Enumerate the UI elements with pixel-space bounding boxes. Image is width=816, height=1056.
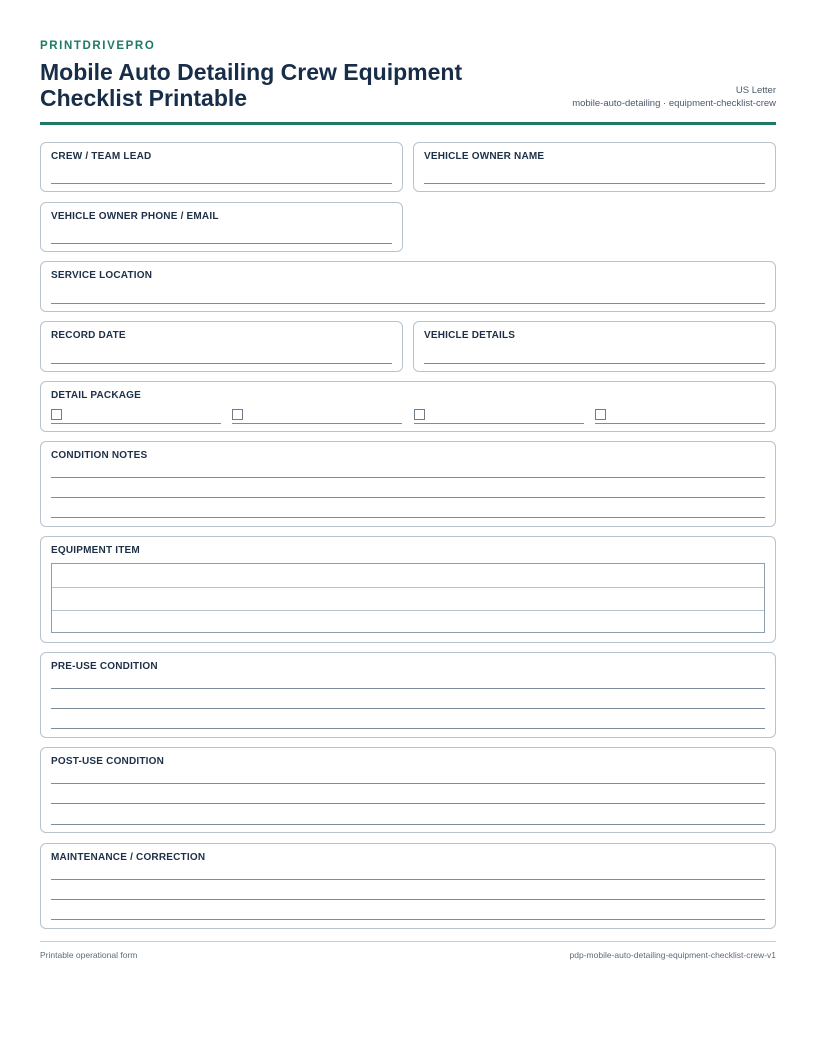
table-row-divider [52,610,764,611]
equipment-item-label: EQUIPMENT ITEM [51,545,140,556]
footer-description: Printable operational form [40,950,138,960]
crew-team-lead-field[interactable] [40,142,403,192]
table-row-divider [52,587,764,588]
post-use-condition-label: POST-USE CONDITION [51,756,165,767]
footer-divider [40,941,776,942]
service-location-field[interactable] [40,261,776,312]
vehicle-details-field[interactable] [413,321,776,372]
record-date-write-line[interactable] [51,363,392,364]
pre-use-condition-label: PRE-USE CONDITION [51,661,158,672]
brand-name: PRINTDRIVEPRO [40,40,156,52]
paper-size: US Letter [735,85,776,96]
post-use-condition-line-3[interactable] [51,824,765,825]
page-meta [572,84,776,110]
form-id: pdp-mobile-auto-detailing-equipment-checklist-crew-v1 [569,950,776,960]
vehicle-details-label: VEHICLE DETAILS [424,330,516,341]
post-use-condition-line-2[interactable] [51,803,765,804]
condition-notes-line-1[interactable] [51,477,765,478]
vehicle-owner-name-label: VEHICLE OWNER NAME [424,151,545,162]
detail-package-label: DETAIL PACKAGE [51,390,142,401]
crew-team-lead-label: CREW / TEAM LEAD [51,151,152,162]
maintenance-correction-line-1[interactable] [51,879,765,880]
service-location-label: SERVICE LOCATION [51,270,153,281]
checkbox[interactable] [232,409,243,420]
service-location-write-line[interactable] [51,303,765,304]
pre-use-condition-field[interactable] [40,652,776,738]
maintenance-correction-line-2[interactable] [51,899,765,900]
detail-package-option-2[interactable] [232,409,402,423]
maintenance-correction-field[interactable] [40,843,776,929]
detail-package-field [40,381,776,432]
post-use-condition-line-1[interactable] [51,783,765,784]
pre-use-condition-line-3[interactable] [51,728,765,729]
vehicle-details-write-line[interactable] [424,363,765,364]
vehicle-owner-contact-field[interactable] [40,202,403,252]
form-slug: mobile-auto-detailing · equipment-checklist-crew [572,98,776,109]
vehicle-owner-name-field[interactable] [413,142,776,192]
vehicle-owner-contact-label: VEHICLE OWNER PHONE / EMAIL [51,211,219,222]
checkbox[interactable] [595,409,606,420]
post-use-condition-field[interactable] [40,747,776,833]
condition-notes-line-3[interactable] [51,517,765,518]
option-write-line[interactable] [51,423,221,424]
crew-team-lead-write-line[interactable] [51,183,392,184]
vehicle-owner-contact-write-line[interactable] [51,243,392,244]
record-date-label: RECORD DATE [51,330,126,341]
option-write-line[interactable] [595,423,765,424]
condition-notes-line-2[interactable] [51,497,765,498]
vehicle-owner-name-write-line[interactable] [424,183,765,184]
pre-use-condition-line-1[interactable] [51,688,765,689]
pre-use-condition-line-2[interactable] [51,708,765,709]
condition-notes-field[interactable] [40,441,776,527]
detail-package-option-1[interactable] [51,409,221,423]
equipment-item-field [40,536,776,643]
record-date-field[interactable] [40,321,403,372]
maintenance-correction-label: MAINTENANCE / CORRECTION [51,852,206,863]
option-write-line[interactable] [414,423,584,424]
option-write-line[interactable] [232,423,402,424]
header-divider [40,122,776,125]
detail-package-option-3[interactable] [414,409,584,423]
page-title: Mobile Auto Detailing Crew Equipment Checklist Printable [40,59,463,111]
equipment-item-table[interactable] [51,563,765,633]
condition-notes-label: CONDITION NOTES [51,450,148,461]
checkbox[interactable] [414,409,425,420]
detail-package-option-4[interactable] [595,409,765,423]
maintenance-correction-line-3[interactable] [51,919,765,920]
checkbox[interactable] [51,409,62,420]
